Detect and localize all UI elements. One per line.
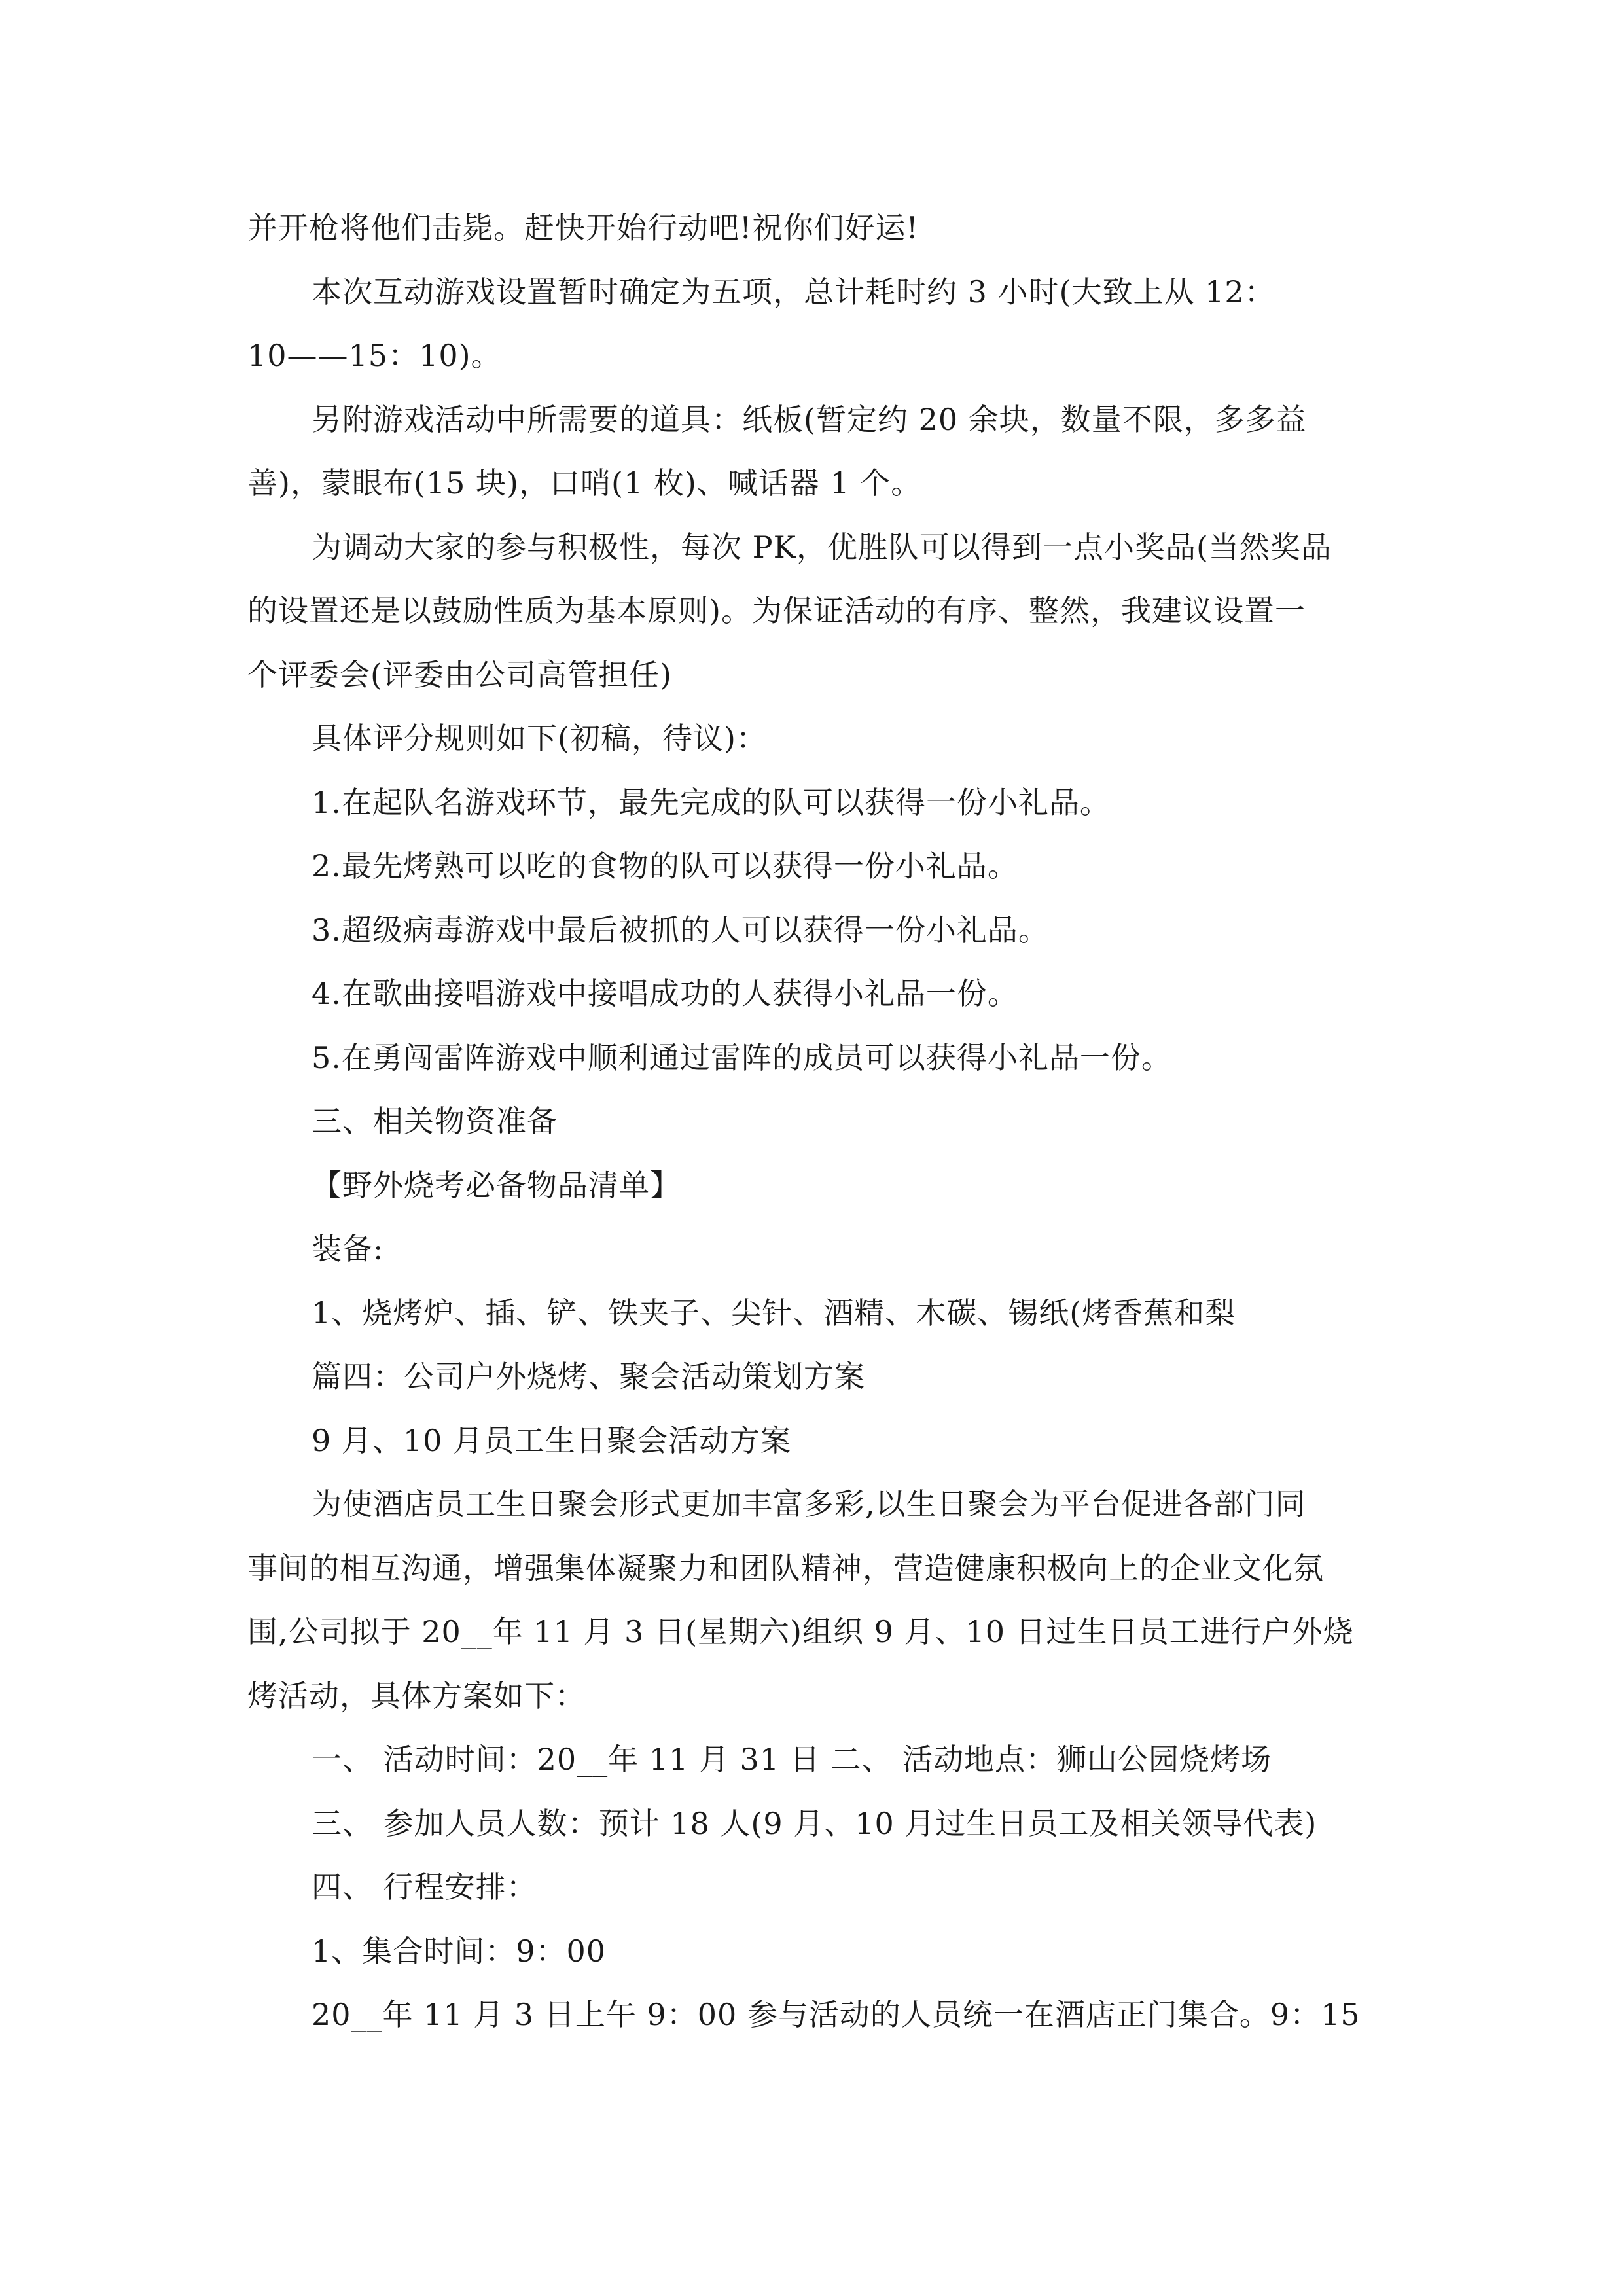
text-line: 事间的相互沟通，增强集体凝聚力和团队精神，营造健康积极向上的企业文化氛 — [247, 1550, 1324, 1586]
text-line: 围,公司拟于 20__年 11 月 3 日(星期六)组织 9 月、10 日过生日员工进行户外烧 — [247, 1614, 1354, 1649]
document-body — [247, 196, 1381, 2047]
text-line: 装备: — [312, 1231, 384, 1266]
text-line: 的设置还是以鼓励性质为基本原则)。为保证活动的有序、整然，我建议设置一 — [247, 593, 1306, 628]
plan-title: 9 月、10 月员工生日聚会活动方案 — [312, 1422, 792, 1458]
list-item: 1.在起队名游戏环节，最先完成的队可以获得一份小礼品。 — [312, 784, 1111, 820]
text-line: 本次互动游戏设置暂时确定为五项，总计耗时约 3 小时(大致上从 12： — [312, 274, 1275, 310]
text-line: 三、 参加人员人数：预计 18 人(9 月、10 月过生日员工及相关领导代表) — [312, 1805, 1317, 1841]
text-line: 1、集合时间：9：00 — [312, 1933, 607, 1969]
text-line: 烤活动，具体方案如下： — [247, 1677, 586, 1713]
list-item: 4.在歌曲接唱游戏中接唱成功的人获得小礼品一份。 — [312, 976, 1018, 1011]
text-line: 并开枪将他们击毙。赶快开始行动吧!祝你们好运! — [247, 210, 919, 245]
text-line: 一、 活动时间：20__年 11 月 31 日 二、 活动地点：狮山公园烧烤场 — [312, 1742, 1272, 1777]
list-item: 5.在勇闯雷阵游戏中顺利通过雷阵的成员可以获得小礼品一份。 — [312, 1039, 1172, 1075]
text-line: 10——15：10)。 — [247, 338, 502, 373]
text-line: 为使酒店员工生日聚会形式更加丰富多彩,以生日聚会为平台促进各部门同 — [312, 1486, 1306, 1522]
text-line: 善)，蒙眼布(15 块)，口哨(1 枚)、喊话器 1 个。 — [247, 465, 922, 501]
list-item: 2.最先烤熟可以吃的食物的队可以获得一份小礼品。 — [312, 848, 1018, 884]
chapter-heading: 篇四：公司户外烧烤、聚会活动策划方案 — [312, 1359, 865, 1394]
text-line: 个评委会(评委由公司高管担任) — [247, 656, 672, 692]
text-line: 另附游戏活动中所需要的道具：纸板(暂定约 20 余块，数量不限，多多益 — [312, 401, 1307, 437]
section-heading: 三、相关物资准备 — [312, 1103, 558, 1139]
checklist-title: 【野外烧考必备物品清单】 — [312, 1167, 681, 1203]
text-line: 四、 行程安排： — [312, 1869, 537, 1905]
text-line: 20__年 11 月 3 日上午 9：00 参与活动的人员统一在酒店正门集合。9：15 — [312, 1997, 1361, 2032]
text-line: 为调动大家的参与积极性，每次 PK，优胜队可以得到一点小奖品(当然奖品 — [312, 529, 1332, 565]
text-line: 具体评分规则如下(初稿，待议)： — [312, 721, 767, 756]
list-item: 3.超级病毒游戏中最后被抓的人可以获得一份小礼品。 — [312, 912, 1049, 948]
list-item: 1、烧烤炉、插、铲、铁夹子、尖针、酒精、木碳、锡纸(烤香蕉和梨 — [312, 1295, 1236, 1331]
